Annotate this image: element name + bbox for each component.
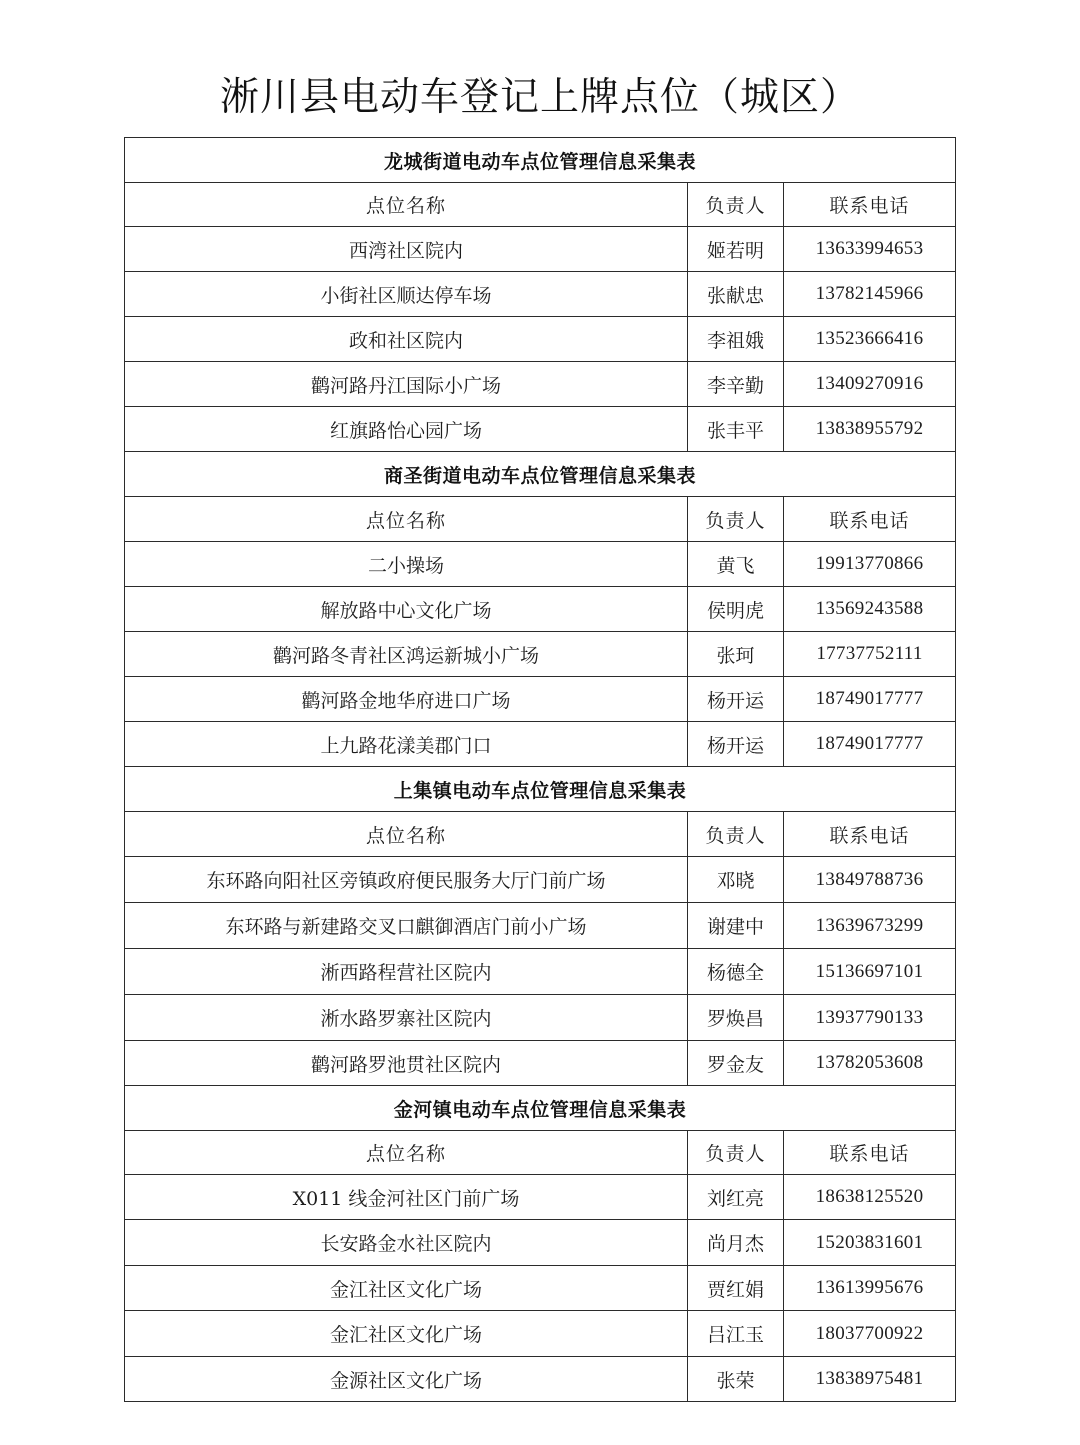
person-in-charge-cell: 张珂 [688,632,784,677]
person-in-charge-cell: 杨德全 [688,949,784,995]
registration-points-table [124,137,956,1402]
table-row [125,1266,956,1311]
person-in-charge-cell: 张丰平 [688,407,784,452]
phone-number-cell: 15203831601 [784,1220,956,1266]
column-header-name: 点位名称 [125,1131,688,1175]
table-row [125,632,956,677]
person-in-charge-cell: 黄飞 [688,542,784,587]
phone-number-cell: 17737752111 [784,632,956,677]
section-title: 金河镇电动车点位管理信息采集表 [125,1086,956,1131]
location-name-cell: 西湾社区院内 [125,227,688,272]
table-row [125,407,956,452]
location-name-cell: 二小操场 [125,542,688,587]
location-name-cell: 东环路与新建路交叉口麒御酒店门前小广场 [125,903,688,949]
phone-number-cell: 13849788736 [784,857,956,903]
table-row [125,677,956,722]
person-in-charge-cell: 姬若明 [688,227,784,272]
person-in-charge-cell: 李辛勤 [688,362,784,407]
table-row [125,272,956,317]
person-in-charge-cell: 刘红亮 [688,1175,784,1220]
phone-number-cell: 13639673299 [784,903,956,949]
phone-number-cell: 18638125520 [784,1175,956,1220]
person-in-charge-cell: 李祖娥 [688,317,784,362]
table-row [125,949,956,995]
location-name-cell: X011 线金河社区门前广场 [125,1175,688,1220]
column-header-row [125,183,956,227]
location-name-cell: 金汇社区文化广场 [125,1311,688,1357]
column-header-row [125,1131,956,1175]
column-header-person: 负责人 [688,1131,784,1175]
table-row [125,227,956,272]
location-name-cell: 金江社区文化广场 [125,1266,688,1311]
phone-number-cell: 13523666416 [784,317,956,362]
phone-number-cell: 15136697101 [784,949,956,995]
location-name-cell: 上九路花漾美郡门口 [125,722,688,767]
column-header-phone: 联系电话 [784,812,956,857]
phone-number-cell: 18749017777 [784,677,956,722]
table-row [125,722,956,767]
person-in-charge-cell: 张荣 [688,1357,784,1402]
person-in-charge-cell: 罗金友 [688,1041,784,1086]
person-in-charge-cell: 谢建中 [688,903,784,949]
table-row [125,1175,956,1220]
location-name-cell: 小街社区顺达停车场 [125,272,688,317]
phone-number-cell: 13782053608 [784,1041,956,1086]
table-row [125,1220,956,1266]
table-row [125,587,956,632]
person-in-charge-cell: 罗焕昌 [688,995,784,1041]
person-in-charge-cell: 张献忠 [688,272,784,317]
phone-number-cell: 13569243588 [784,587,956,632]
phone-number-cell: 13838955792 [784,407,956,452]
section-title-row [125,452,956,497]
location-name-cell: 红旗路怡心园广场 [125,407,688,452]
location-name-cell: 鹳河路冬青社区鸿运新城小广场 [125,632,688,677]
table-row [125,857,956,903]
phone-number-cell: 18749017777 [784,722,956,767]
column-header-name: 点位名称 [125,497,688,542]
table-row [125,995,956,1041]
person-in-charge-cell: 侯明虎 [688,587,784,632]
section-title: 龙城街道电动车点位管理信息采集表 [125,138,956,183]
section-title: 商圣街道电动车点位管理信息采集表 [125,452,956,497]
phone-number-cell: 13838975481 [784,1357,956,1402]
column-header-row [125,812,956,857]
location-name-cell: 解放路中心文化广场 [125,587,688,632]
column-header-name: 点位名称 [125,183,688,227]
person-in-charge-cell: 杨开运 [688,677,784,722]
location-name-cell: 长安路金水社区院内 [125,1220,688,1266]
section-title-row [125,767,956,812]
column-header-person: 负责人 [688,497,784,542]
location-name-cell: 东环路向阳社区旁镇政府便民服务大厅门前广场 [125,857,688,903]
phone-number-cell: 19913770866 [784,542,956,587]
phone-number-cell: 13613995676 [784,1266,956,1311]
location-name-cell: 鹳河路罗池贯社区院内 [125,1041,688,1086]
table-row [125,362,956,407]
location-name-cell: 淅水路罗寨社区院内 [125,995,688,1041]
column-header-person: 负责人 [688,812,784,857]
column-header-row [125,497,956,542]
person-in-charge-cell: 尚月杰 [688,1220,784,1266]
table-row [125,542,956,587]
person-in-charge-cell: 吕江玉 [688,1311,784,1357]
column-header-phone: 联系电话 [784,1131,956,1175]
column-header-person: 负责人 [688,183,784,227]
location-name-cell: 鹳河路丹江国际小广场 [125,362,688,407]
column-header-phone: 联系电话 [784,183,956,227]
section-title: 上集镇电动车点位管理信息采集表 [125,767,956,812]
phone-number-cell: 13409270916 [784,362,956,407]
phone-number-cell: 13937790133 [784,995,956,1041]
section-title-row [125,138,956,183]
table-row [125,1041,956,1086]
table-body [125,138,956,1402]
page-title: 淅川县电动车登记上牌点位（城区） [219,75,860,120]
person-in-charge-cell: 贾红娟 [688,1266,784,1311]
phone-number-cell: 13633994653 [784,227,956,272]
section-title-row [125,1086,956,1131]
person-in-charge-cell: 邓晓 [688,857,784,903]
table-row [125,1357,956,1402]
phone-number-cell: 18037700922 [784,1311,956,1357]
location-name-cell: 金源社区文化广场 [125,1357,688,1402]
column-header-name: 点位名称 [125,812,688,857]
location-name-cell: 鹳河路金地华府进口广场 [125,677,688,722]
column-header-phone: 联系电话 [784,497,956,542]
person-in-charge-cell: 杨开运 [688,722,784,767]
location-name-cell: 政和社区院内 [125,317,688,362]
location-name-cell: 淅西路程营社区院内 [125,949,688,995]
table-row [125,1311,956,1357]
table-row [125,317,956,362]
table-row [125,903,956,949]
phone-number-cell: 13782145966 [784,272,956,317]
